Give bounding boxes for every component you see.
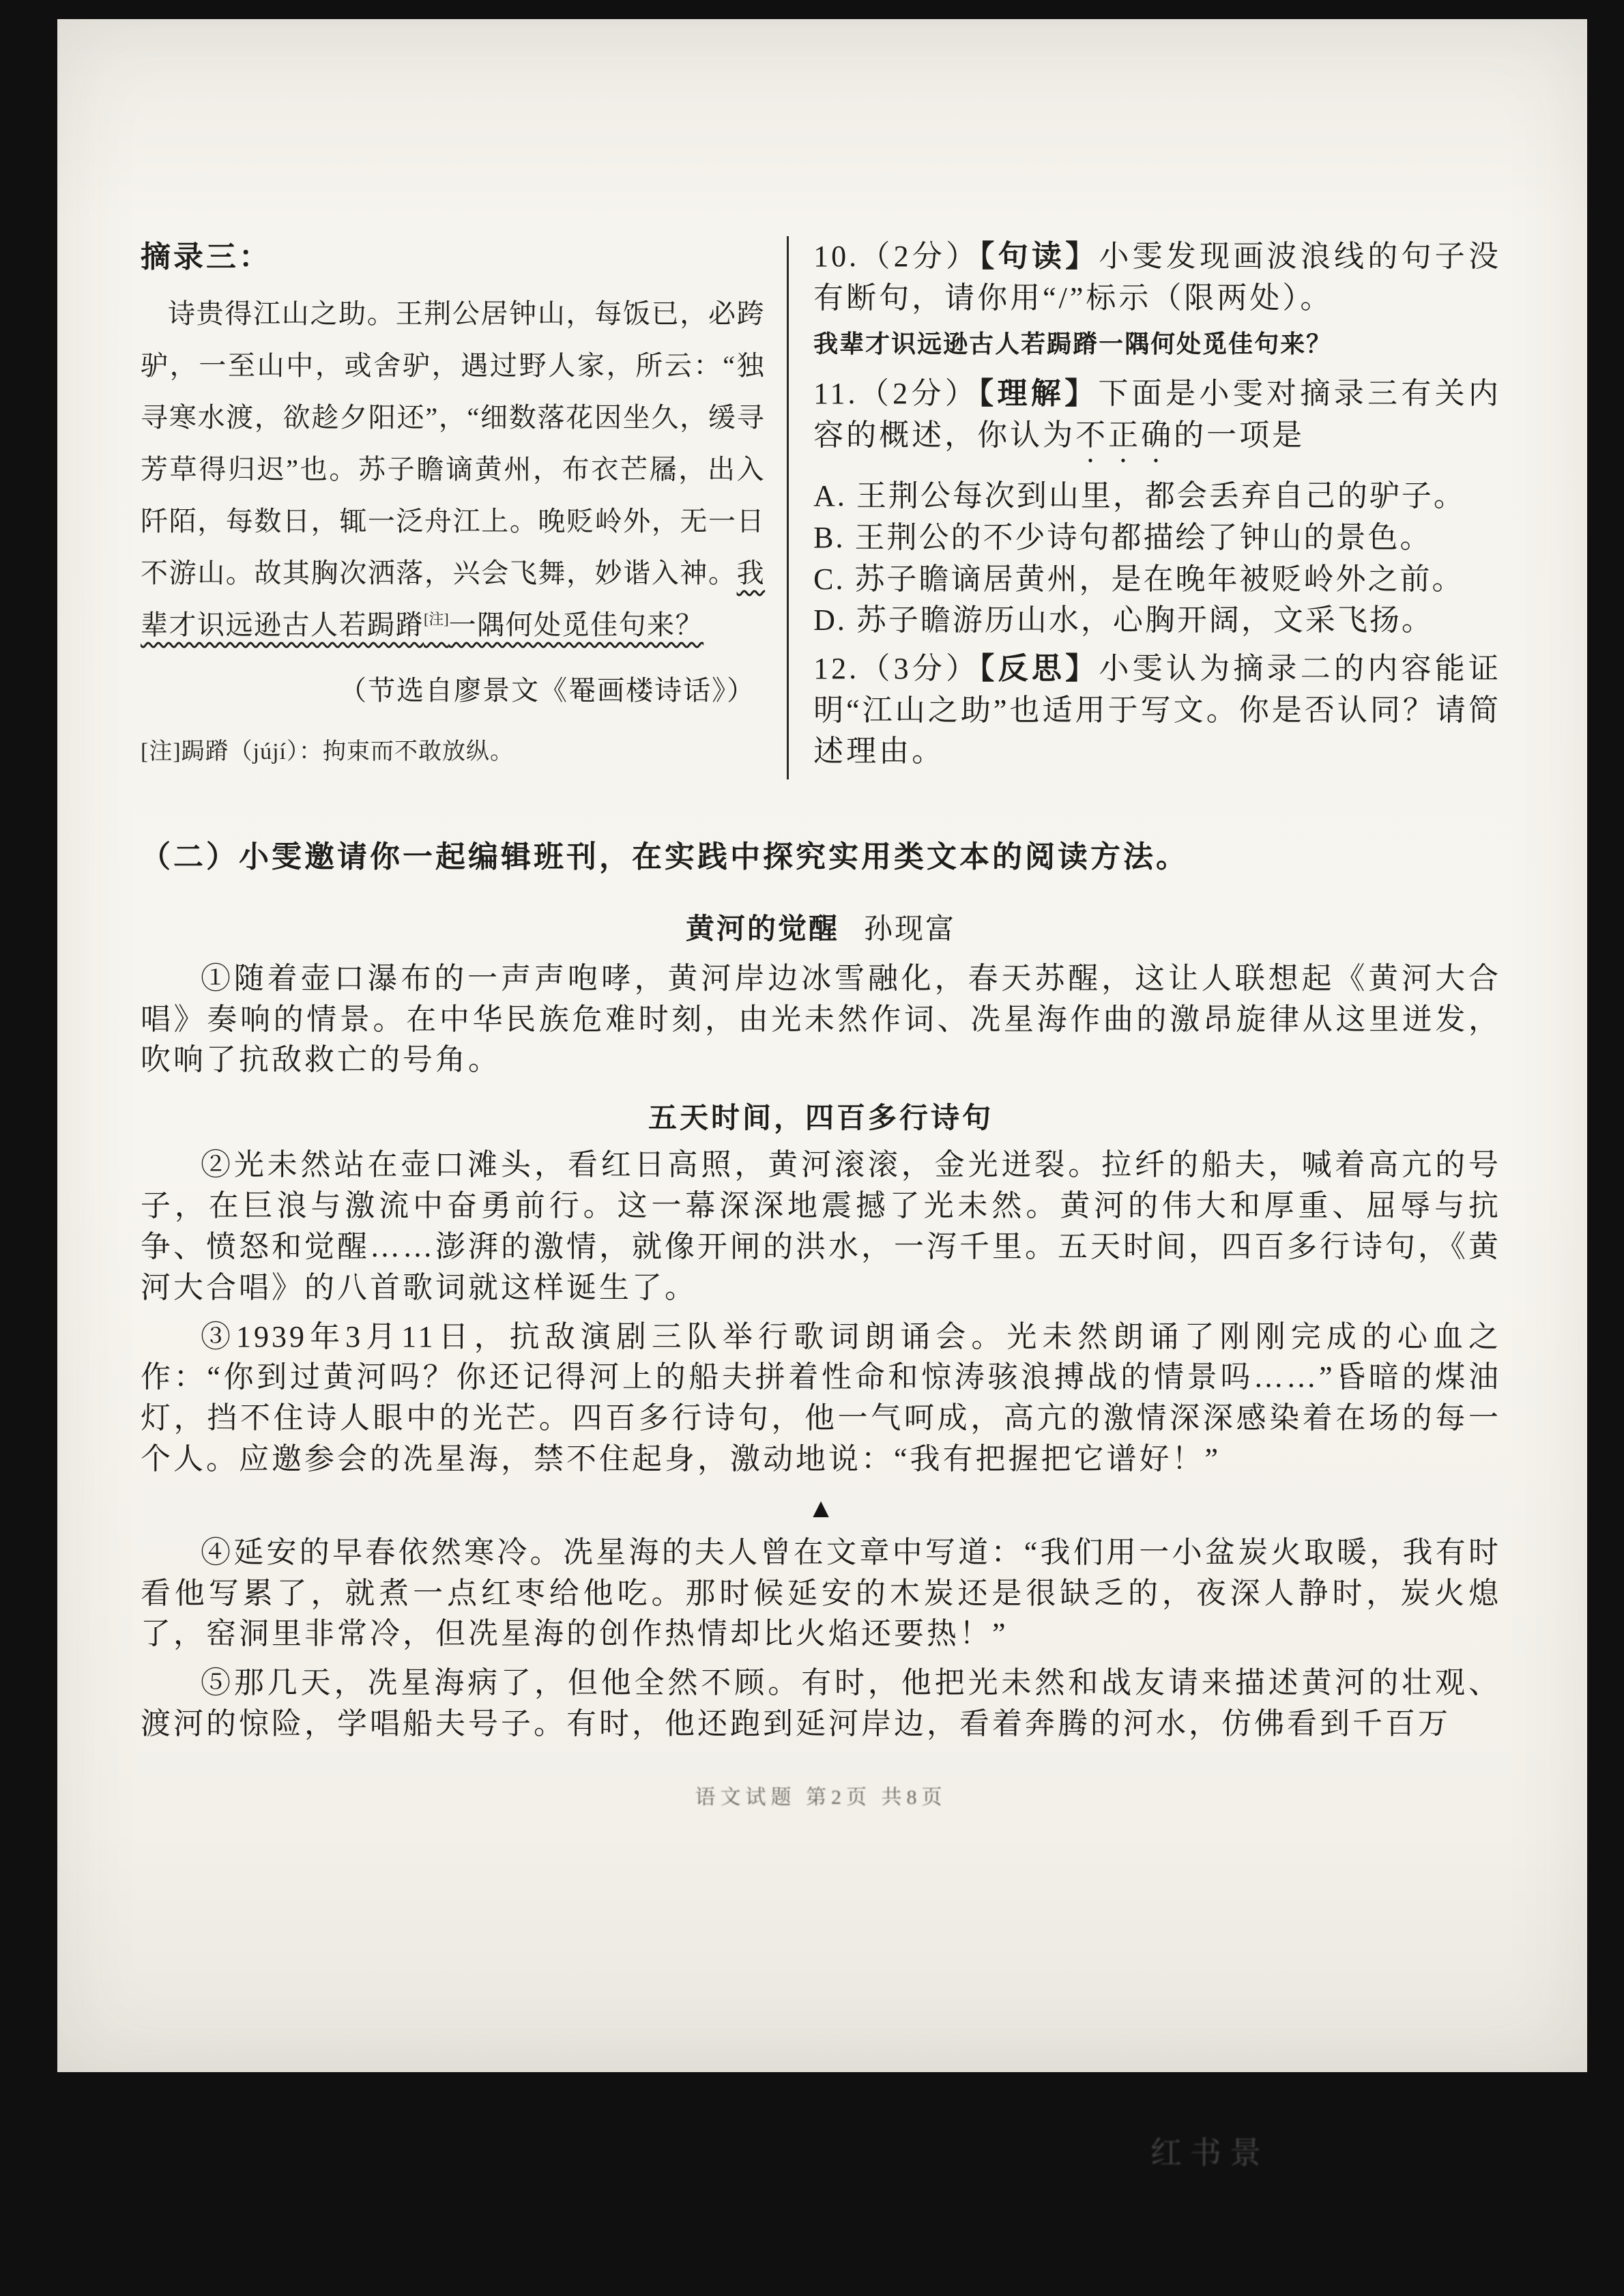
question-10-stem: 小雯发现画波浪线的句子没有断句，请你用“/”标示（限两处）。 [813, 240, 1502, 315]
article-paragraph-1: ①随着壶口瀑布的一声声咆哮，黄河岸边冰雪融化，春天苏醒，这让人联想起《黄河大合唱》奏响的情景。在中华民族危难时刻，由光未然作词、冼星海作曲的激昂旋律从这里迸发，吹响了抗敌救亡的号角。 [141, 961, 1501, 1077]
option-d: D. 苏子瞻游历山水，心胸开阔，文采飞扬。 [813, 603, 1434, 637]
question-11-text [813, 373, 1501, 469]
photo-watermark: 红书景 [1150, 2135, 1269, 2170]
question-11 [813, 373, 1501, 642]
two-column-block [141, 236, 1501, 779]
exam-page [57, 19, 1587, 2072]
question-10-tag: 【句读】 [979, 240, 1099, 273]
question-11-tag: 【理解】 [978, 377, 1099, 411]
option-c: C. 苏子瞻谪居黄州，是在晚年被贬岭外之前。 [813, 562, 1464, 596]
underlined-part-2: 一隅何处觅佳句来？ [448, 609, 704, 640]
article-paragraph-4: ④延安的早春依然寒冷。冼星海的夫人曾在文章中写道：“我们用一小盆炭火取暖，我有时看他写累了，就煮一点红枣给他吃。那时候延安的木炭还是很缺乏的，夜深人静时，炭火熄了，窑洞里非常冷，但冼星海的创作热情却比火焰还要热！” [141, 1535, 1501, 1651]
question-10-quoted-sentence: 我辈才识远逊古人若跼蹐一隅何处觅佳句来？ [813, 330, 1333, 358]
question-10-text [813, 236, 1501, 319]
question-12-stem: 小雯认为摘录二的内容能证明“江山之助”也适用于写文。你是否认同？请简述理由。 [813, 652, 1502, 769]
option-b: B. 王荆公的不少诗句都描绘了钟山的景色。 [813, 520, 1432, 554]
page-number-footer: 语文试题 第2页 共8页 [695, 1785, 947, 1809]
question-11-stem-before: 下面是小雯对摘录三有关内容的概述，你认为 [813, 377, 1502, 453]
question-10 [813, 236, 1501, 362]
article-paragraph-3: ③1939年3月11日，抗敌演剧三队举行歌词朗诵会。光未然朗诵了刚刚完成的心血之作：“你到过黄河吗？你还记得河上的船夫拼着性命和惊涛骇浪搏战的情景吗……”昏暗的煤油灯，挡不住诗人眼中的光芒。四百多行诗句，他一气呵成，高亢的激情深深感染着在场的每一个人。应邀参会的冼星海，禁不住起身，激动地说：“我有把握把它谱好！” [141, 1319, 1501, 1476]
section-two-heading: （二）小雯邀请你一起编辑班刊，在实践中探究实用类文本的阅读方法。 [141, 840, 1189, 874]
article-author: 孙现富 [864, 913, 957, 945]
question-12-text [813, 648, 1501, 773]
question-12-tag: 【反思】 [979, 652, 1099, 686]
question-11-stem-after: 的一项是 [1174, 418, 1305, 453]
question-12 [813, 648, 1501, 773]
excerpt-source: （节选自廖景文《罨画楼诗话》） [339, 674, 756, 706]
option-a: A. 王荆公每次到山里，都会丢弃自己的驴子。 [813, 479, 1466, 513]
excerpt-text: 诗贵得江山之助。王荆公居钟山，每饭已，必跨驴，一至山中，或舍驴，遇过野人家，所云：“独寻寒水渡，欲趁夕阳还”，“细数落花因坐久，缓寻芳草得归迟”也。苏子瞻谪黄州，布衣芒屩，出入阡陌，每数日，辄一泛舟江上。晚贬岭外，无一日不游山。故其胸次洒落，兴会飞舞，妙谐入神。 [141, 298, 766, 588]
question-11-number: 11.（2分） [813, 377, 979, 411]
excerpt-body [141, 288, 765, 651]
underlined-part-1: 我辈才识远逊古人若跼蹐 [141, 557, 766, 640]
question-11-emphasized-word: 不正确 [1075, 418, 1174, 453]
excerpt-label: 摘录三： [141, 240, 272, 274]
excerpt-footnote: [注]跼蹐（jújí）：拘束而不敢放纵。 [141, 738, 514, 764]
question-12-number: 12.（3分） [813, 652, 980, 686]
article-title: 黄河的觉醒 [685, 913, 839, 945]
triangle-marker: ▲ [807, 1492, 835, 1523]
excerpt-column [141, 236, 787, 779]
article-paragraph-2: ②光未然站在壶口滩头，看红日高照，黄河滚滚，金光迸裂。拉纤的船夫，喊着高亢的号子，在巨浪与激流中奋勇前行。这一幕深深地震撼了光未然。黄河的伟大和厚重、屈辱与抗争、愤怒和觉醒……澎湃的激情，就像开闸的洪水，一泻千里。五天时间，四百多行诗句，《黄河大合唱》的八首歌词就这样诞生了。 [141, 1148, 1501, 1304]
question-10-number: 10.（2分） [813, 240, 980, 273]
article-title-line [141, 910, 1501, 950]
article-paragraph-5: ⑤那几天，冼星海病了，但他全然不顾。有时，他把光未然和战友请来描述黄河的壮观、渡河的惊险，学唱船夫号子。有时，他还跑到延河岸边，看着奔腾的河水，仿佛看到千百万 [141, 1666, 1501, 1741]
questions-column [789, 236, 1501, 779]
article-subheading: 五天时间，四百多行诗句 [648, 1103, 994, 1135]
note-reference: [注] [424, 610, 449, 628]
